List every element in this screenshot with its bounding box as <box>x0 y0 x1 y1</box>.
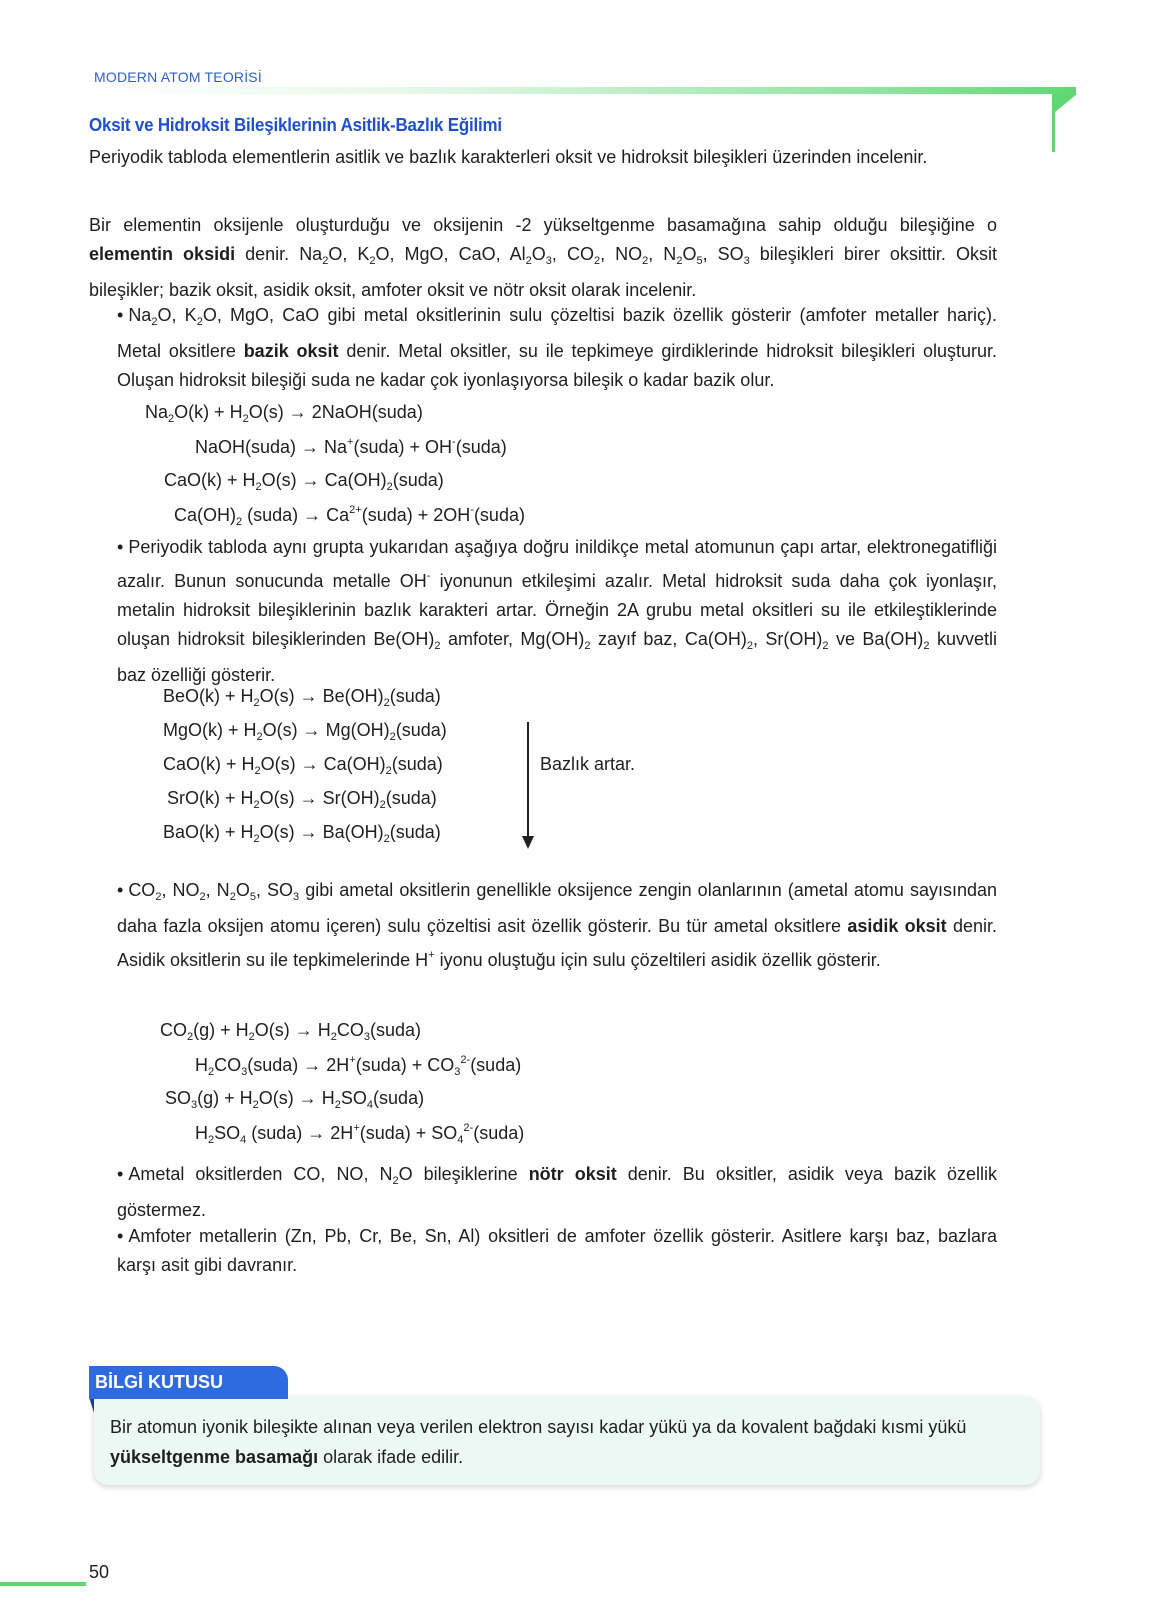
bullet-basic-oxide: • $Na_2O$, $K_2O$, MgO, CaO gibi metal oksitlerinin sulu çözeltisi bazik özellik gösterir (amfoter metaller hariç). Metal oksitlere bazik oksit denir. Metal oksitler, su ile tepkimeye girdiklerinde hidroksit bileşikleri oluşturur. Oluşan hidroksit bileşiği suda ne kadar çok iyonlaşıyorsa bileşik o kadar bazik olur. <box>117 305 998 390</box>
intro-paragraph-2: Bir elementin oksijenle oluşturduğu ve oksijenin -2 yükseltgenme basamağına sahip olduğu bileşiğine o elementin oksidi denir. $Na_2O$, $K_2O$, MgO, CaO, $Al_2O_3$, $CO_2$, $NO_2$, $N_2O_5$, $SO_3$ bileşikleri birer oksittir. Oksit bileşikler; bazik oksit, asidik oksit, amfoter oksit ve nötr oksit olarak incelenir. <box>89 215 997 300</box>
info-box-corner <box>89 1397 94 1413</box>
equation-co2: $CO_2(g) + H_2O(s)$ → $H_2CO_3(suda)$ <box>160 1020 422 1043</box>
basicity-label: Bazlık artar. <box>540 754 636 774</box>
equation-sro: $SrO(k) + H_2O(s)$ → $Sr(OH)_2(suda)$ <box>167 788 437 811</box>
info-box-text: Bir atomun iyonik bileşikte alınan veya verilen elektron sayısı kadar yükü ya da kovalent bağdaki kısmi yükü yükseltgenme basamağı olarak ifade edilir. <box>110 1417 967 1467</box>
intro-paragraph-1: Periyodik tabloda elementlerin asitlik ve bazlık karakterleri oksit ve hidroksit bileşikleri üzerinden incelenir. <box>89 147 928 167</box>
down-arrow-line <box>527 722 529 840</box>
bullet-group-trend: • Periyodik tabloda aynı grupta yukarıdan aşağıya doğru inildikçe metal atomunun çapı artar, elektronegatifliği azalır. Bunun sonucunda metalle OH- iyonunun etkileşimi azalır. Metal hidroksit suda daha çok iyonlaşır, metalin hidroksit bileşiklerinin bazlık karakteri artar. Örneğin 2A grubu metal oksitleri su ile etkileştiklerinde oluşan hidroksit bileşiklerinden $Be(OH)_2$ amfoter, $Mg(OH)_2$ zayıf baz, $Ca(OH)_2$, $Sr(OH)_2$ ve $Ba(OH)_2$ kuvvetli baz özelliği gösterir. <box>117 537 997 685</box>
equation-h2so4: $H_2SO_4$ (suda) → 2H+(suda) + $SO_4^{2-}(suda)$ <box>195 1122 525 1146</box>
chapter-title: MODERN ATOM TEORİSİ <box>94 69 262 85</box>
equation-h2co3: $H_2CO_3(suda)$ → 2H+(suda) + $CO_3^{2-}(suda)$ <box>195 1054 522 1078</box>
equation-so3: $SO_3(g) + H_2O(s)$ → $H_2SO_4(suda)$ <box>165 1088 425 1111</box>
equation-mgo: $MgO(k) + H_2O(s)$ → $Mg(OH)_2(suda)$ <box>163 720 447 743</box>
equation-cao-2: $CaO(k) + H_2O(s)$ → $Ca(OH)_2(suda)$ <box>163 754 443 777</box>
bullet-amphoteric: • Amfoter metallerin (Zn, Pb, Cr, Be, Sn, Al) oksitleri de amfoter özellik gösterir. Asitlere karşı baz, bazlara karşı asit gibi davranır. <box>117 1226 997 1275</box>
down-arrow-icon <box>522 836 534 849</box>
equation-caoh2: $Ca(OH)_2$ (suda) → $Ca^{2+}(suda)$ + 2OH-(suda) <box>174 504 525 528</box>
equation-cao: $CaO(k) + H_2O(s)$ → $Ca(OH)_2(suda)$ <box>164 470 444 493</box>
section-title: Oksit ve Hidroksit Bileşiklerinin Asitlik-Bazlık Eğilimi <box>89 115 502 135</box>
bullet-neutral-oxide: • Ametal oksitlerden CO, NO, $N_2O$ bileşiklerine nötr oksit denir. Bu oksitler, asidik veya bazik özellik göstermez. <box>117 1164 998 1220</box>
bullet-acidic-oxide: • $CO_2$, $NO_2$, $N_2O_5$, $SO_3$ gibi ametal oksitlerin genellikle oksijence zengin olanlarının (ametal atomu sayısından daha fazla oksijen atomu içeren) sulu çözeltisi asit özellik gösterir. Bu tür ametal oksitlere asidik oksit denir. Asidik oksitlerin su ile tepkimelerinde H+ iyonu oluştuğu için sulu çözeltileri asidik özellik gösterir. <box>117 880 997 970</box>
equation-na2o: $Na_2O(k) + H_2O(s)$ → 2NaOH(suda) <box>145 402 423 425</box>
page-number: 50 <box>89 1562 110 1582</box>
equation-bao: $BaO(k) + H_2O(s)$ → $Ba(OH)_2(suda)$ <box>163 822 441 845</box>
equation-beo: $BeO(k) + H_2O(s)$ → $Be(OH)_2(suda)$ <box>163 686 441 709</box>
equation-naoh: NaOH(suda) → Na+(suda) + OH-(suda) <box>195 436 507 457</box>
header-gradient-bar <box>94 87 1076 94</box>
footer-line <box>0 1582 86 1586</box>
info-box-label: BİLGİ KUTUSU <box>89 1366 288 1399</box>
header-flag-icon <box>1055 94 1077 112</box>
